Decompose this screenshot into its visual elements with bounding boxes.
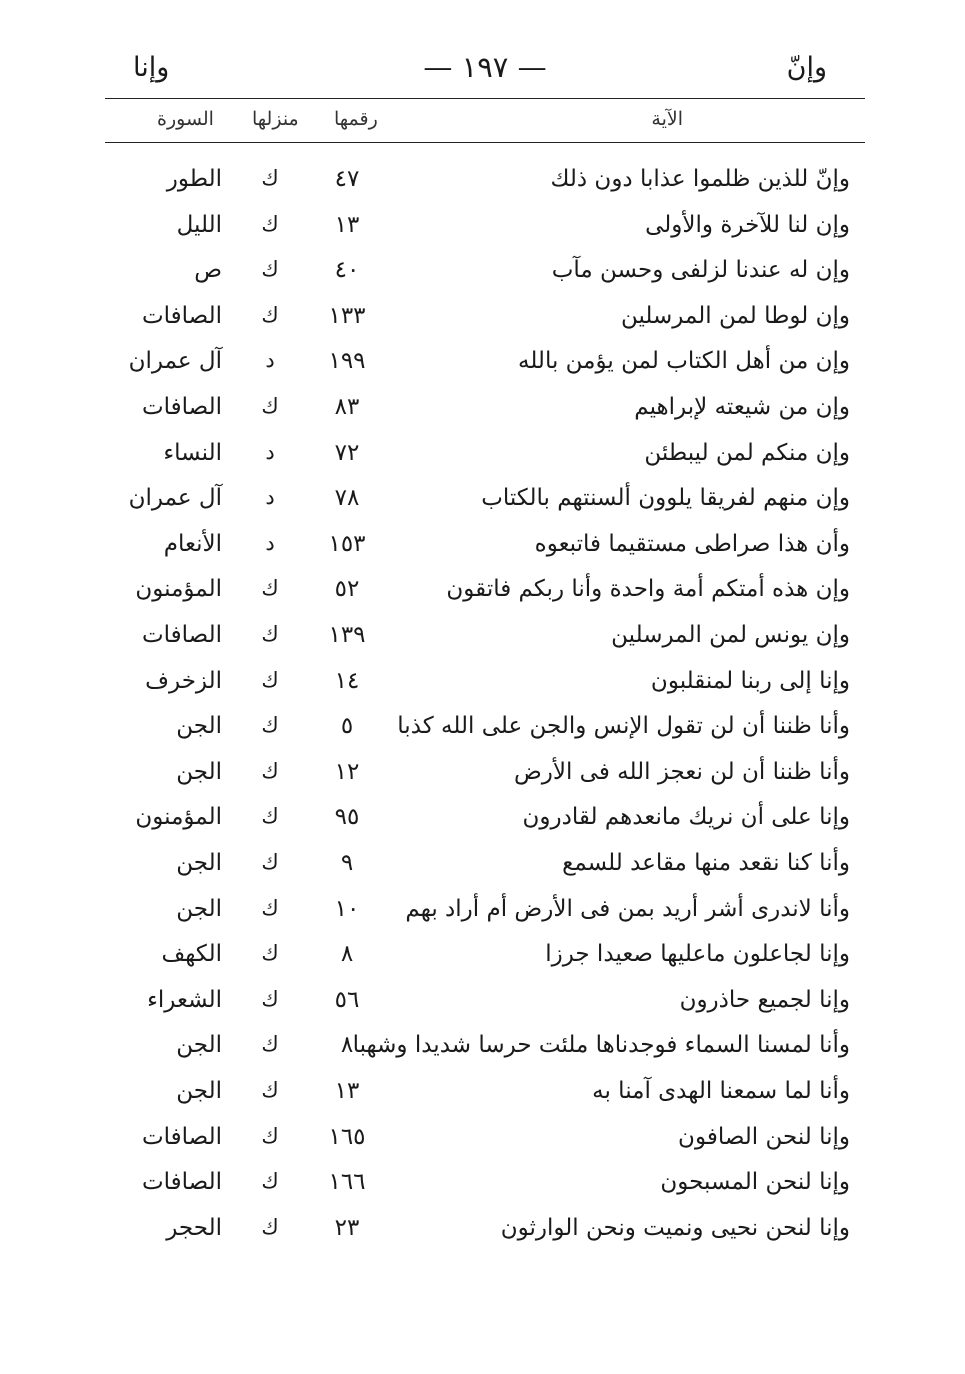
verse-text: وإنا لجميع حاذرون <box>679 987 850 1013</box>
page-header <box>105 44 865 94</box>
running-head-right: وإنّ <box>786 52 827 83</box>
surah-name: الطور <box>166 166 222 192</box>
revelation-place: ك <box>261 941 279 965</box>
revelation-place: د <box>265 348 275 372</box>
verse-number: ٤٧ <box>334 166 360 192</box>
verse-text: وأن هذا صراطى مستقيما فاتبعوه <box>534 531 850 557</box>
verse-text: وإن منكم لمن ليبطئن <box>644 440 850 466</box>
verse-text: وإن من شيعته لإبراهيم <box>634 394 850 420</box>
verse-text: وإن لنا للآخرة والأولى <box>645 212 850 238</box>
surah-name: الجن <box>176 1078 222 1104</box>
verse-text: وأنا ظننا أن لن نعجز الله فى الأرض <box>513 759 850 785</box>
header-rule-bottom <box>105 142 865 143</box>
surah-name: الصافات <box>141 622 222 648</box>
revelation-place: ك <box>261 850 279 874</box>
revelation-place: ك <box>261 622 279 646</box>
surah-name: الصافات <box>141 1124 222 1150</box>
verse-text: وأنا ظننا أن لن تقول الإنس والجن على الله كذبا <box>397 713 850 739</box>
verse-number: ٤٠ <box>334 257 360 283</box>
verse-text: وإن منهم لفريقا يلوون ألسنتهم بالكتاب <box>481 485 850 511</box>
column-header-place: منزلها <box>252 108 299 130</box>
revelation-place: ك <box>261 804 279 828</box>
verse-text: وأنا لما سمعنا الهدى آمنا به <box>592 1078 850 1104</box>
surah-name: المؤمنون <box>135 576 222 602</box>
surah-name: الجن <box>176 1032 222 1058</box>
surah-name: الجن <box>176 850 222 876</box>
verse-text: وإنا لنحن الصافون <box>678 1124 850 1150</box>
verse-number: ١٣٩ <box>328 622 366 648</box>
revelation-place: ك <box>261 713 279 737</box>
revelation-place: ك <box>261 1215 279 1239</box>
revelation-place: ك <box>261 668 279 692</box>
surah-name: الصافات <box>141 394 222 420</box>
verse-text: وإنا لنحن المسبحون <box>660 1169 850 1195</box>
column-header-verse: الآية <box>651 108 683 130</box>
surah-name: المؤمنون <box>135 804 222 830</box>
revelation-place: ك <box>261 303 279 327</box>
verse-number: ٨ <box>340 1032 354 1058</box>
surah-name: الزخرف <box>145 668 222 694</box>
verse-number: ١٦٦ <box>328 1169 366 1195</box>
surah-name: الشعراء <box>147 987 222 1013</box>
verse-number: ٧٨ <box>334 485 360 511</box>
verse-text: وإنّ للذين ظلموا عذابا دون ذلك <box>550 166 850 192</box>
surah-name: الصافات <box>141 1169 222 1195</box>
revelation-place: ك <box>261 1032 279 1056</box>
verse-number: ٩٥ <box>334 804 360 830</box>
surah-name: الليل <box>176 212 222 238</box>
verse-number: ١٥٣ <box>328 531 366 557</box>
surah-name: النساء <box>163 440 222 466</box>
revelation-place: ك <box>261 257 279 281</box>
surah-name: الصافات <box>141 303 222 329</box>
surah-name: ص <box>194 257 222 283</box>
page-number: — ١٩٧ — <box>423 50 547 84</box>
verse-number: ٨ <box>340 941 354 967</box>
header-rule-top <box>105 98 865 99</box>
verse-number: ٩ <box>340 850 354 876</box>
revelation-place: ك <box>261 394 279 418</box>
verse-text: وأنا لمسنا السماء فوجدناها ملئت حرسا شديدا وشهبا <box>352 1032 850 1058</box>
verse-number: ٢٣ <box>334 1215 360 1241</box>
verse-number: ٥٦ <box>334 987 360 1013</box>
verse-text: وإنا لنحن نحيى ونميت ونحن الوارثون <box>500 1215 850 1241</box>
running-head-left: وإنا <box>133 52 170 83</box>
verse-text: وأنا لاندرى أشر أريد بمن فى الأرض أم أراد بهم <box>405 896 850 922</box>
surah-name: الجن <box>176 896 222 922</box>
surah-name: آل عمران <box>128 348 222 374</box>
verse-text: وإن من أهل الكتاب لمن يؤمن بالله <box>517 348 850 374</box>
verse-number: ١٣ <box>334 1078 360 1104</box>
column-header-surah: السورة <box>157 108 214 130</box>
surah-name: الكهف <box>161 941 222 967</box>
revelation-place: ك <box>261 166 279 190</box>
revelation-place: ك <box>261 1124 279 1148</box>
verse-number: ١٣ <box>334 212 360 238</box>
revelation-place: د <box>265 531 275 555</box>
verse-number: ٧٢ <box>334 440 360 466</box>
verse-text: وإن له عندنا لزلفى وحسن مآب <box>551 257 850 283</box>
revelation-place: ك <box>261 1078 279 1102</box>
revelation-place: ك <box>261 987 279 1011</box>
surah-name: الجن <box>176 759 222 785</box>
revelation-place: د <box>265 485 275 509</box>
revelation-place: ك <box>261 212 279 236</box>
verse-number: ١٤ <box>334 668 360 694</box>
verse-number: ٥٢ <box>334 576 360 602</box>
revelation-place: ك <box>261 759 279 783</box>
revelation-place: ك <box>261 576 279 600</box>
verse-text: وإن هذه أمتكم أمة واحدة وأنا ربكم فاتقون <box>446 576 850 602</box>
verse-number: ٥ <box>340 713 354 739</box>
verse-text: وأنا كنا نقعد منها مقاعد للسمع <box>562 850 850 876</box>
revelation-place: د <box>265 440 275 464</box>
surah-name: الحجر <box>166 1215 222 1241</box>
revelation-place: ك <box>261 1169 279 1193</box>
verse-number: ١٣٣ <box>328 303 366 329</box>
column-header-number: رقمها <box>334 108 378 130</box>
verse-number: ١٦٥ <box>328 1124 366 1150</box>
verse-text: وإنا على أن نريك مانعدهم لقادرون <box>522 804 850 830</box>
surah-name: آل عمران <box>128 485 222 511</box>
surah-name: الأنعام <box>163 531 222 557</box>
verse-text: وإن يونس لمن المرسلين <box>611 622 850 648</box>
verse-number: ١٩٩ <box>328 348 366 374</box>
verse-number: ١٢ <box>334 759 360 785</box>
verse-text: وإن لوطا لمن المرسلين <box>620 303 850 329</box>
verse-text: وإنا لجاعلون ماعليها صعيدا جرزا <box>545 941 850 967</box>
verse-number: ٨٣ <box>334 394 360 420</box>
revelation-place: ك <box>261 896 279 920</box>
verse-text: وإنا إلى ربنا لمنقلبون <box>650 668 850 694</box>
verse-number: ١٠ <box>334 896 360 922</box>
surah-name: الجن <box>176 713 222 739</box>
